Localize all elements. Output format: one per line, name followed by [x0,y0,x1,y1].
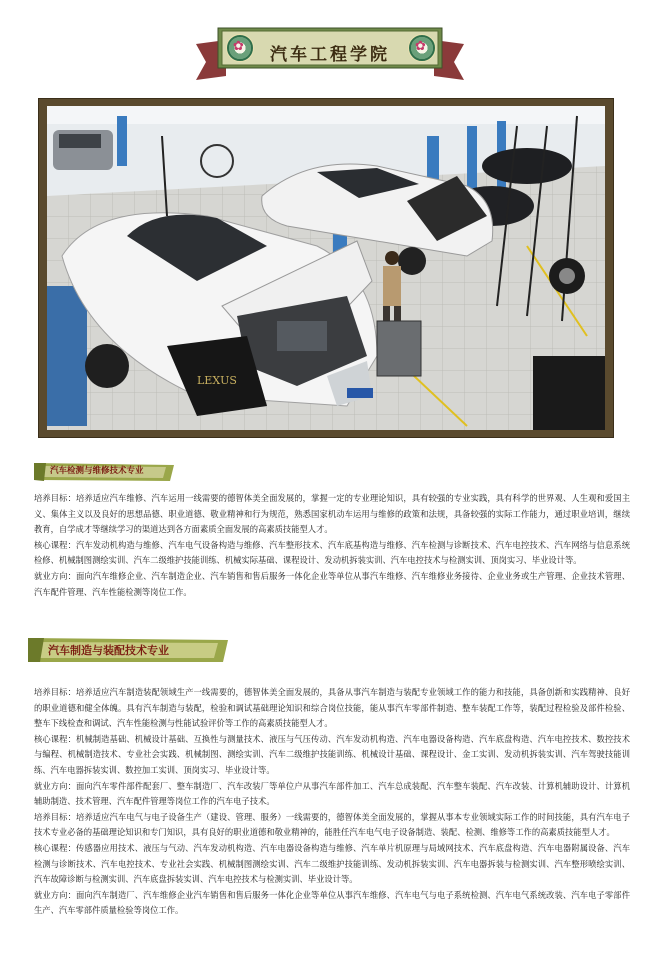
workshop-photo [38,98,614,438]
left-seal-icon: ✿ [226,34,254,62]
section-2-paragraph-3: 就业方向：面向汽车零件部件配套厂、整车制造厂、汽车改装厂等单位户从事汽车部件加工、汽车总成装配、汽车整车装配、汽车改装、计算机辅助设计、计算机辅助制造、技术管理、汽车配件管理等岗位工作的汽车电子技术。 [34,780,630,807]
right-seal-icon: ✿ [408,34,436,62]
section-2-body [34,685,630,919]
section-2-title: 汽车制造与装配技术专业 [48,644,169,657]
section-1-paragraph-3: 就业方向：面向汽车维修企业、汽车制造企业、汽车销售和售后服务一体化企业等单位从事汽车维修、汽车维修业务接待、企业业务或生产管理、企业技术管理、汽车配件管理、汽车性能检测等岗位工作。 [34,570,630,597]
section-1-title: 汽车检测与维修技术专业 [50,466,144,476]
page-title: 汽车工程学院 [270,45,390,65]
section-2-paragraph-1: 培养目标：培养适应汽车制造装配领域生产一线需要的，德智体美全面发展的，具备从事汽车制造与装配专业领域工作的能力和技能，具备创新和实践精神、良好的职业道德和健全体魄。具有汽车制造与装配，检验和调试基础理论知识和综合岗位技能，能从事汽车零部件制造、整车装配工作等，装配过程检验及部件检验、整车下线检查和调试、汽车性能检测与性能试验评价等工作的高素质技能型人才。 [34,687,630,729]
workshop-illustration [47,106,605,430]
section-2-paragraph-2: 核心课程：机械制造基础、机械设计基础、互换性与测量技术、液压与气压传动、汽车发动机构造、汽车电器设备构造、汽车底盘构造、汽车电控技术、数控技术与编程、机械制造技术、专业社会实践、机械制图、测绘实训、汽车二级维护技能训练、机械设计基础、课程设计、金工实训、发动机拆装实训、汽车驾驶技能训练、汽车电器拆装实训、数控加工实训、顶岗实习、毕业设计等。 [34,733,630,775]
section-2-paragraph-4: 培养目标：培养适应汽车电气与电子设备生产（建设、管理、服务）一线需要的，德智体美全面发展的，掌握从事本专业领域实际工作的时间技能，具有汽车电子技术专业必备的基础理论知识和专门知识，具有良好的职业道德和敬业精神的，能胜任汽车电气电子设备制造、装配、检测、维修等工作的高素质技能型人才。 [34,811,630,838]
section-1-label [34,461,174,483]
section-1-paragraph-2: 核心课程：汽车发动机构造与维修、汽车电气设备构造与维修、汽车整形技术、汽车底基构造与维修、汽车检测与诊断技术、汽车电控技术、汽车网络与信息系统检修、机械制图测绘实训、汽车二级维护技能训练、机械实际基础、课程设计、发动机拆装实训、汽车电控技术与检测实训、顶岗实习、毕业设计等。 [34,539,630,566]
section-2-paragraph-5: 核心课程：传感器应用技术、液压与气动、汽车发动机构造、汽车电器设备构造与维修、汽车单片机原理与局域网技术、汽车底盘构造、汽车电器附属设备、汽车检测与诊断技术、汽车电控技术、专业社会实践、机械制图测绘实训、汽车二级维护技能训练、发动机拆装实训、汽车电器拆装与检测实训、汽车整形喷绘实训、汽车故障诊断与检测实训、汽车底盘拆装实训、汽车电控技术与检测实训、毕业设计等。 [34,842,630,885]
section-2-paragraph-6: 就业方向：面向汽车制造厂、汽车维修企业汽车销售和售后服务一体化企业等单位从事汽车维修、汽车电气与电子系统检测、汽车电气系统改装、汽车电子零部件生产、汽车零部件质量检验等岗位工作。 [34,889,630,916]
section-2-label [28,636,228,664]
section-1-paragraph-1: 培养目标：培养适应汽车维修、汽车运用一线需要的德智体美全面发展的，掌握一定的专业理论知识，具有较强的专业实践，具有科学的世界观、人生观和爱国主义、集体主义以及良好的思想品德、职业道德、敬业精神和行为规范，熟悉国家机动车运用与维修的政策和法规，具备较强的实际工作能力，通过职业培训，继续教育，自学成才等继续学习的渠道达到各方面素质全面发展的高素质技能型人才。 [34,493,630,535]
section-1-body [34,491,630,600]
title-banner [196,26,464,82]
fender-cover-brand: LEXUS [197,374,237,387]
